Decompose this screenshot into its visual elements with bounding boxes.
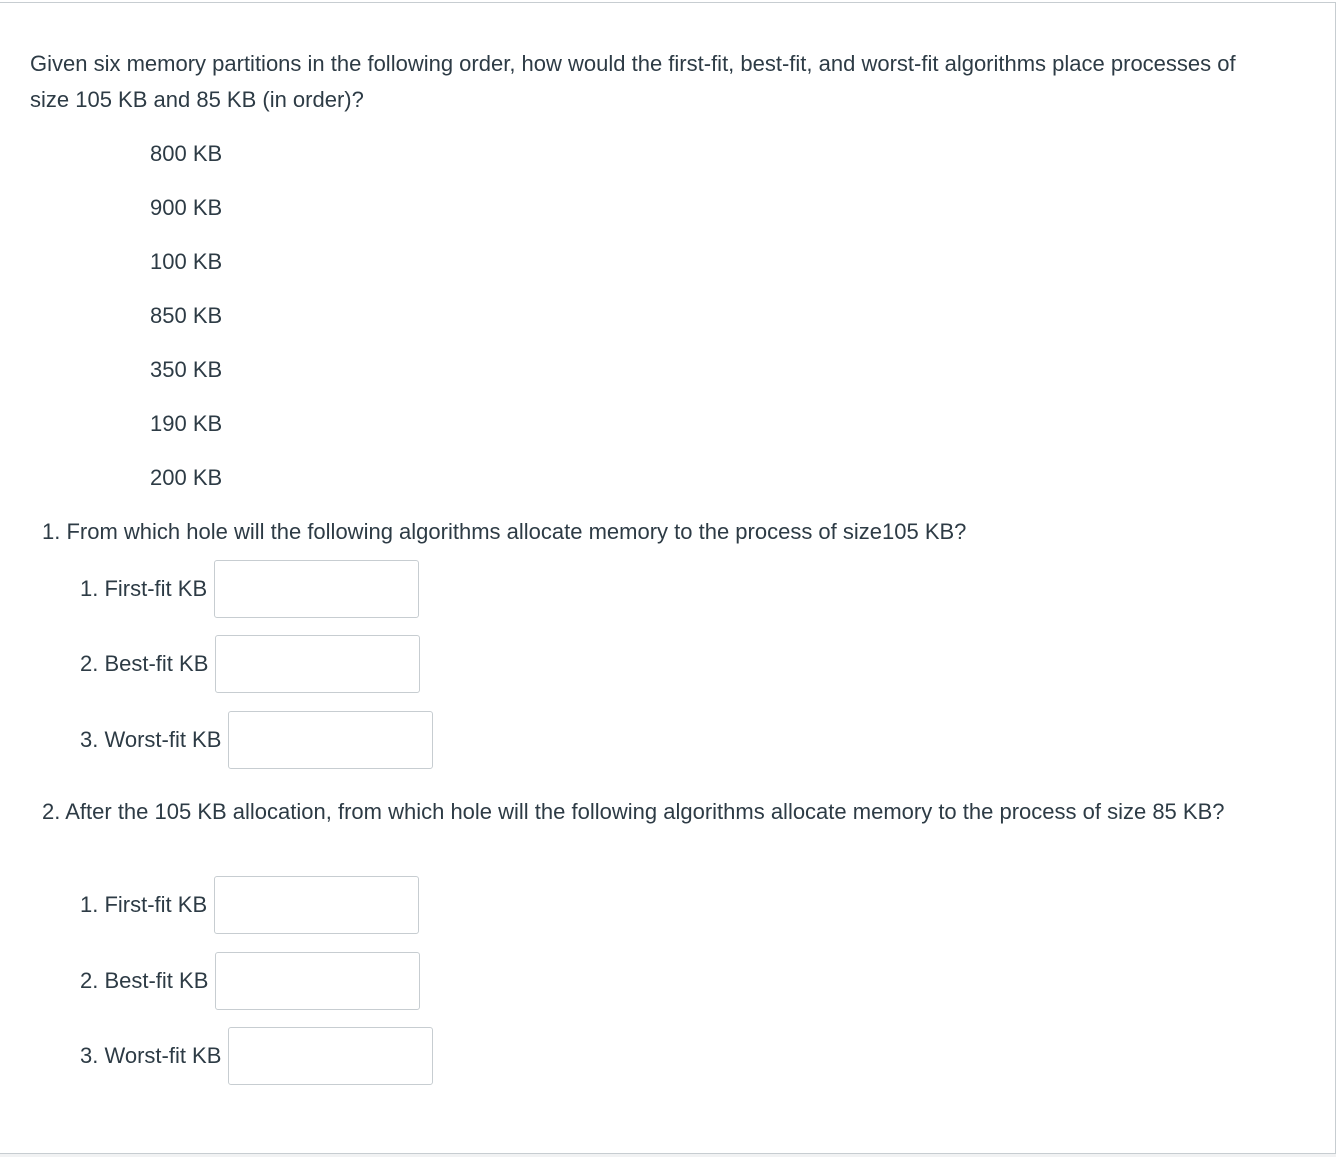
q2-best-fit-row	[80, 952, 420, 1010]
question-2-text: 2. After the 105 KB allocation, from which hole will the following algorithms allocate memory to the process of size 85 KB?	[42, 799, 1225, 824]
partition-item: 850 KB	[150, 303, 223, 328]
q1-first-fit-label: 1. First-fit KB	[80, 576, 208, 601]
partition-list	[150, 136, 222, 514]
q1-best-fit-input[interactable]	[215, 635, 420, 693]
q2-worst-fit-input[interactable]	[228, 1027, 433, 1085]
q2-best-fit-input[interactable]	[215, 952, 420, 1010]
question-intro: Given six memory partitions in the following order, how would the first-fit, best-fit, and worst-fit algorithms place processes of size 105 KB and 85 KB (in order)?	[30, 51, 1236, 112]
q1-worst-fit-label: 3. Worst-fit KB	[80, 727, 222, 752]
q1-best-fit-row	[80, 635, 420, 693]
partition-item: 900 KB	[150, 195, 223, 220]
partition-item: 350 KB	[150, 357, 223, 382]
partition-item: 200 KB	[150, 465, 223, 490]
q2-first-fit-label: 1. First-fit KB	[80, 892, 208, 917]
partition-item: 800 KB	[150, 141, 223, 166]
q1-best-fit-label: 2. Best-fit KB	[80, 651, 209, 676]
q1-worst-fit-input[interactable]	[228, 711, 433, 769]
q2-first-fit-input[interactable]	[214, 876, 419, 934]
q1-worst-fit-row	[80, 711, 433, 769]
q2-first-fit-row	[80, 876, 419, 934]
q2-best-fit-label: 2. Best-fit KB	[80, 968, 209, 993]
q1-first-fit-row	[80, 560, 419, 618]
partition-item: 190 KB	[150, 411, 223, 436]
panel-top-border	[0, 2, 1335, 3]
q2-worst-fit-row	[80, 1027, 433, 1085]
q1-first-fit-input[interactable]	[214, 560, 419, 618]
q2-worst-fit-label: 3. Worst-fit KB	[80, 1043, 222, 1068]
partition-item: 100 KB	[150, 249, 223, 274]
question-1-text: 1. From which hole will the following algorithms allocate memory to the process of size105 KB?	[42, 519, 967, 544]
panel-right-border	[1335, 2, 1336, 1153]
